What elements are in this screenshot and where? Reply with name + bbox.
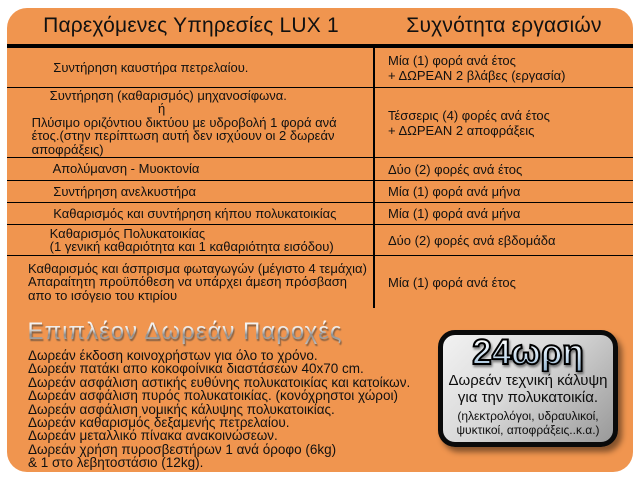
extras-title: Επιπλέον Δωρεάν Παροχές: [7, 318, 363, 346]
badge-24h: [438, 330, 618, 447]
service-line: Απολύμανση - Μυοκτονία: [28, 161, 200, 177]
service-line: Συντήρηση (καθαρισμός) μηχανοσίφωνα.: [28, 87, 287, 103]
frequency-cell: [375, 158, 633, 180]
service-line: Καθαρισμός και άσπρισμα φωταγωγών (μέγιστο 4 τεμάχια): [28, 260, 367, 276]
frequency-cell: [375, 181, 633, 202]
table-header: [7, 8, 633, 44]
free-service-item: Δωρεάν έκδοση κοινοχρήστων για όλο το χρόνο.: [28, 348, 318, 363]
service-cell: [7, 48, 375, 87]
frequency-line: Μία (1) φορά ανά μήνα: [388, 206, 521, 221]
frequency-line: Μία (1) φορά ανά έτος: [388, 52, 516, 68]
free-service-item: Δωρεάν ασφάλιση νομικής κάλυψης πολυκατοικίας.: [28, 401, 335, 417]
service-cell: [7, 88, 375, 157]
service-line: Συντήρηση καυστήρα πετρελαίου.: [28, 59, 249, 75]
badge-text-line: για την πολυκατοικία.: [457, 389, 599, 406]
header-services: Παρεχόμενες Υπηρεσίες LUX 1: [43, 14, 339, 37]
service-cell: [7, 158, 375, 180]
service-line: Καθαρισμός και συντήρηση κήπου πολυκατοικίας: [28, 205, 337, 221]
service-cell: [7, 225, 375, 255]
frequency-cell: [375, 48, 633, 87]
frequency-line: Δύο (2) φορές ανά εβδομάδα: [388, 232, 556, 248]
frequency-cell: [375, 203, 633, 224]
header-frequency: Συχνότητα εργασιών: [406, 14, 602, 37]
free-service-item: Δωρεάν πατάκι απο κοκοφοίνικα διαστάσεων 40x70 cm.: [28, 361, 364, 377]
table-row: [7, 157, 633, 180]
table-row: [7, 224, 633, 255]
badge-text-line: Δωρεάν τεχνική κάλυψη: [448, 372, 608, 389]
frequency-line: Μία (1) φορά ανά μήνα: [388, 184, 521, 199]
free-service-item: Δωρεάν καθαρισμός δεξαμενής πετρελαίου.: [28, 415, 290, 431]
badge-note-line: ψυκτικοί, αποφράξεις..κ.α.): [456, 422, 600, 437]
service-line: έτος.(στην περίπτωση αυτή δεν ισχύουν οι 2 δωρεάν: [28, 128, 335, 144]
service-line: απο το ισόγειο του κτιρίου: [28, 287, 178, 303]
table-row: [7, 87, 633, 157]
frequency-line: + ΔΩΡΕΑΝ 2 αποφράξεις: [388, 122, 535, 138]
badge-title: 24ωρη: [472, 333, 584, 372]
frequency-line: + ΔΩΡΕΑΝ 2 βλάβες (εργασία): [388, 67, 566, 83]
bottom-section: [7, 318, 633, 472]
table-row: [7, 255, 633, 308]
service-line: Απαραίτητη προϋπόθεση να υπάρχει άμεση πρόσβαση: [28, 274, 347, 290]
service-line: (1 γενική καθαριότητα και 1 καθαριότητα εισόδου): [28, 239, 334, 254]
flyer-panel: [7, 8, 633, 472]
free-service-item: Δωρεάν μεταλλικό πίνακα ανακοινώσεων.: [28, 428, 278, 444]
table-row: [7, 48, 633, 87]
frequency-line: Δύο (2) φορές ανά έτος: [388, 161, 523, 177]
service-line: Καθαρισμός Πολυκατοικίας: [28, 225, 206, 241]
frequency-cell: [375, 225, 633, 255]
free-service-item: Δωρεάν χρήση πυροσβεστήρων 1 ανά όροφο (6kg): [28, 441, 337, 457]
services-table: [7, 48, 633, 308]
service-line: ή: [28, 101, 166, 117]
service-cell: [7, 181, 375, 202]
free-service-item: Δωρεάν ασφάλιση πυρός πολυκατοικίας. (κονόχρηστοι χώροι): [28, 388, 398, 404]
frequency-line: Τέσσερις (4) φορές ανά έτος: [388, 107, 550, 123]
table-row: [7, 202, 633, 224]
frequency-cell: [375, 88, 633, 157]
frequency-cell: [375, 256, 633, 308]
free-service-item: Δωρεάν ασφάλιση αστικής ευθύνης πολυκατοικίας και κατοίκων.: [28, 374, 411, 390]
service-line: Πλύσιμο οριζόντιου δικτύου με υδροβολή 1 φορά ανά: [28, 114, 337, 130]
service-cell: [7, 203, 375, 224]
service-line: Συντήρηση ανελκυστήρα: [28, 183, 197, 199]
service-cell: [7, 256, 375, 308]
badge-note-line: (ηλεκτρολόγοι, υδραυλικοί,: [457, 409, 599, 423]
frequency-line: Μία (1) φορά ανά έτος: [388, 274, 516, 290]
service-line: αποφράξεις): [28, 141, 104, 157]
table-row: [7, 180, 633, 202]
free-service-item: & 1 στο λεβητοστάσιο (12kg).: [28, 455, 204, 471]
